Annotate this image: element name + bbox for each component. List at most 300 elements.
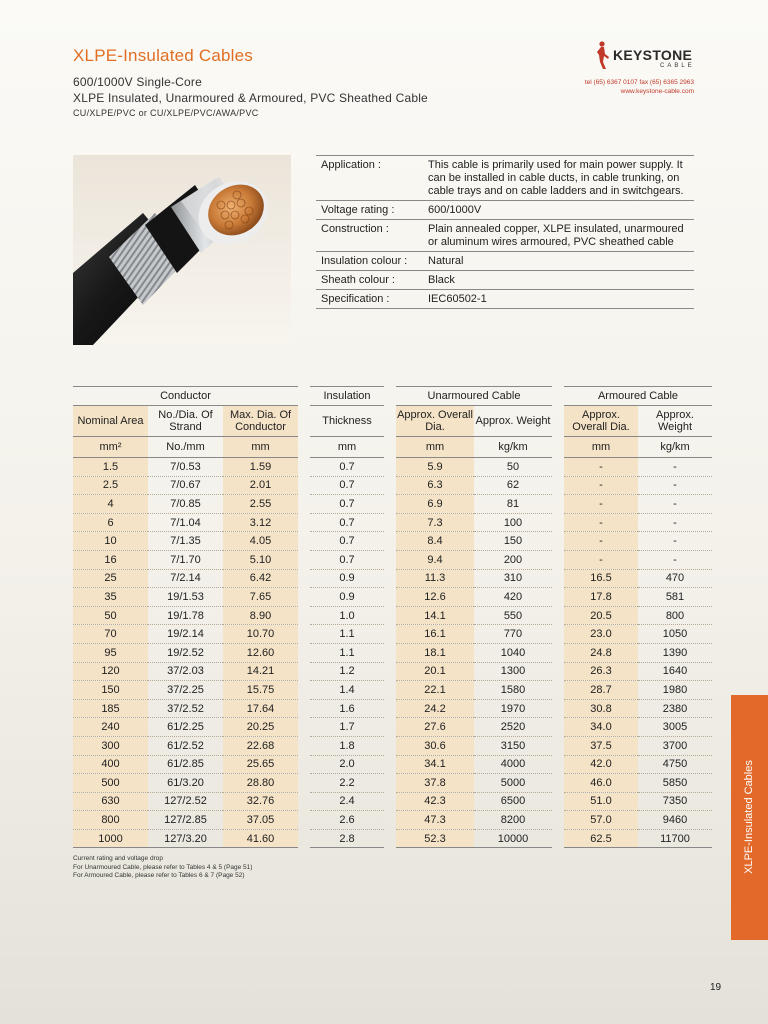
column-gap — [552, 437, 564, 458]
header-unarmoured-weight: Approx. Weight — [474, 406, 552, 437]
table-row — [73, 550, 712, 569]
cell-armoured-dia: 57.0 — [564, 811, 638, 830]
cell-max-dia: 12.60 — [223, 643, 298, 662]
spec-label: Specification : — [321, 293, 390, 305]
spec-label: Application : — [321, 159, 381, 171]
cell-max-dia: 8.90 — [223, 606, 298, 625]
cell-unarmoured-weight: 1040 — [474, 643, 552, 662]
page-title: XLPE-Insulated Cables — [73, 46, 253, 65]
column-gap — [552, 569, 564, 588]
column-gap — [552, 681, 564, 700]
cell-armoured-weight: 1640 — [638, 662, 712, 681]
cell-armoured-weight: 11700 — [638, 829, 712, 848]
spec-value: This cable is primarily used for main power supply. It can be installed in cable ducts, in cable trunking, on cable trays and on cable ladders and in switchgears. — [428, 159, 684, 197]
cell-strand: 127/3.20 — [148, 829, 223, 848]
table-row — [73, 736, 712, 755]
subtitle-description: XLPE Insulated, Unarmoured & Armoured, PVC Sheathed Cable — [73, 91, 428, 105]
column-gap — [298, 829, 310, 848]
column-gap — [552, 406, 564, 437]
table-units-row — [73, 437, 712, 458]
column-gap — [384, 437, 396, 458]
cell-thickness: 0.9 — [310, 588, 384, 607]
column-gap — [384, 569, 396, 588]
cell-armoured-dia: 16.5 — [564, 569, 638, 588]
cell-armoured-weight: 800 — [638, 606, 712, 625]
unit-armoured-weight: kg/km — [638, 437, 712, 458]
cell-nominal-area: 50 — [73, 606, 148, 625]
cell-armoured-dia: 26.3 — [564, 662, 638, 681]
cell-thickness: 2.0 — [310, 755, 384, 774]
column-gap — [552, 588, 564, 607]
column-gap — [298, 476, 310, 495]
column-gap — [384, 774, 396, 793]
contact-phone-fax: tel (65) 6367 0107 fax (65) 6365 2963 — [584, 79, 694, 86]
column-gap — [552, 699, 564, 718]
cell-armoured-weight: 2380 — [638, 699, 712, 718]
cell-armoured-weight: - — [638, 495, 712, 514]
cell-armoured-dia: 37.5 — [564, 736, 638, 755]
column-gap — [298, 681, 310, 700]
cell-armoured-dia: 28.7 — [564, 681, 638, 700]
table-row — [73, 588, 712, 607]
cell-strand: 7/0.67 — [148, 476, 223, 495]
column-gap — [384, 662, 396, 681]
spec-value: Black — [428, 274, 455, 286]
cell-unarmoured-dia: 34.1 — [396, 755, 474, 774]
cell-unarmoured-dia: 24.2 — [396, 699, 474, 718]
cell-thickness: 1.2 — [310, 662, 384, 681]
cell-max-dia: 28.80 — [223, 774, 298, 793]
cell-strand: 7/2.14 — [148, 569, 223, 588]
cell-unarmoured-weight: 770 — [474, 625, 552, 644]
cell-armoured-weight: - — [638, 532, 712, 551]
column-gap — [552, 476, 564, 495]
cell-nominal-area: 4 — [73, 495, 148, 514]
unit-unarmoured-weight: kg/km — [474, 437, 552, 458]
subtitle-voltage: 600/1000V Single-Core — [73, 75, 202, 89]
column-gap — [552, 495, 564, 514]
table-row — [73, 829, 712, 848]
cell-armoured-weight: 5850 — [638, 774, 712, 793]
column-gap — [298, 625, 310, 644]
cell-armoured-dia: 20.5 — [564, 606, 638, 625]
cell-nominal-area: 16 — [73, 550, 148, 569]
header-max-dia: Max. Dia. Of Conductor — [223, 406, 298, 437]
column-gap — [298, 495, 310, 514]
cell-armoured-dia: 62.5 — [564, 829, 638, 848]
cell-armoured-weight: 1050 — [638, 625, 712, 644]
column-gap — [298, 699, 310, 718]
cell-unarmoured-dia: 11.3 — [396, 569, 474, 588]
cell-unarmoured-weight: 6500 — [474, 792, 552, 811]
cell-max-dia: 15.75 — [223, 681, 298, 700]
table-row — [73, 495, 712, 514]
brand-name: KEYSTONE — [613, 47, 693, 63]
column-gap — [298, 513, 310, 532]
cell-unarmoured-dia: 7.3 — [396, 513, 474, 532]
column-gap — [384, 476, 396, 495]
spec-label: Construction : — [321, 223, 389, 235]
column-gap — [384, 699, 396, 718]
cell-max-dia: 22.68 — [223, 736, 298, 755]
column-gap — [552, 387, 564, 406]
cell-thickness: 0.7 — [310, 550, 384, 569]
cell-armoured-dia: - — [564, 550, 638, 569]
column-gap — [552, 736, 564, 755]
cell-unarmoured-weight: 8200 — [474, 811, 552, 830]
column-gap — [298, 606, 310, 625]
cell-nominal-area: 300 — [73, 736, 148, 755]
cell-thickness: 2.8 — [310, 829, 384, 848]
header-armoured-dia: Approx. Overall Dia. — [564, 406, 638, 437]
table-row — [73, 625, 712, 644]
table-row — [73, 476, 712, 495]
cell-unarmoured-weight: 200 — [474, 550, 552, 569]
column-gap — [298, 811, 310, 830]
table-row — [73, 606, 712, 625]
cell-max-dia: 5.10 — [223, 550, 298, 569]
column-gap — [384, 792, 396, 811]
cell-max-dia: 3.12 — [223, 513, 298, 532]
cell-armoured-weight: - — [638, 458, 712, 477]
cell-armoured-weight: 9460 — [638, 811, 712, 830]
column-gap — [384, 736, 396, 755]
cell-thickness: 1.7 — [310, 718, 384, 737]
cell-unarmoured-dia: 14.1 — [396, 606, 474, 625]
header-unarmoured-dia: Approx. Overall Dia. — [396, 406, 474, 437]
cell-strand: 7/0.85 — [148, 495, 223, 514]
table-group-header-row — [73, 387, 712, 406]
column-gap — [298, 550, 310, 569]
cell-unarmoured-dia: 20.1 — [396, 662, 474, 681]
cell-armoured-dia: 23.0 — [564, 625, 638, 644]
column-gap — [384, 406, 396, 437]
header-strand: No./Dia. Of Strand — [148, 406, 223, 437]
unit-armoured-dia: mm — [564, 437, 638, 458]
cell-strand: 19/1.78 — [148, 606, 223, 625]
cell-nominal-area: 1.5 — [73, 458, 148, 477]
column-gap — [298, 458, 310, 477]
cell-max-dia: 37.05 — [223, 811, 298, 830]
cell-nominal-area: 25 — [73, 569, 148, 588]
cable-dimensions-table — [73, 386, 712, 848]
cable-photo — [73, 155, 291, 345]
column-gap — [552, 792, 564, 811]
column-gap — [552, 774, 564, 793]
cell-max-dia: 2.01 — [223, 476, 298, 495]
table-row — [73, 699, 712, 718]
contact-info — [585, 78, 694, 96]
column-gap — [552, 625, 564, 644]
column-gap — [552, 606, 564, 625]
spec-row-construction — [316, 220, 694, 252]
cell-max-dia: 17.64 — [223, 699, 298, 718]
cell-armoured-weight: 4750 — [638, 755, 712, 774]
cell-thickness: 0.7 — [310, 495, 384, 514]
column-gap — [384, 643, 396, 662]
cell-nominal-area: 10 — [73, 532, 148, 551]
cell-nominal-area: 400 — [73, 755, 148, 774]
spec-label: Voltage rating : — [321, 204, 395, 216]
cell-strand: 37/2.25 — [148, 681, 223, 700]
cell-max-dia: 10.70 — [223, 625, 298, 644]
column-gap — [552, 550, 564, 569]
column-gap — [298, 755, 310, 774]
cell-armoured-weight: 581 — [638, 588, 712, 607]
column-gap — [298, 662, 310, 681]
cable-cross-section-image — [73, 155, 291, 345]
group-insulation: Insulation — [310, 387, 384, 406]
cell-armoured-dia: 46.0 — [564, 774, 638, 793]
cell-strand: 61/2.25 — [148, 718, 223, 737]
cell-nominal-area: 150 — [73, 681, 148, 700]
column-gap — [552, 755, 564, 774]
group-armoured: Armoured Cable — [564, 387, 712, 406]
page-number: 19 — [710, 982, 722, 993]
cell-unarmoured-dia: 27.6 — [396, 718, 474, 737]
column-gap — [384, 755, 396, 774]
keystone-figure-icon — [596, 40, 612, 70]
unit-max-dia: mm — [223, 437, 298, 458]
cell-strand: 19/2.14 — [148, 625, 223, 644]
section-side-tab — [731, 695, 768, 940]
table-row — [73, 458, 712, 477]
cell-armoured-dia: - — [564, 458, 638, 477]
header-nominal-area: Nominal Area — [73, 406, 148, 437]
cell-unarmoured-weight: 310 — [474, 569, 552, 588]
cell-unarmoured-weight: 10000 — [474, 829, 552, 848]
specification-table — [316, 155, 694, 309]
cell-armoured-dia: 17.8 — [564, 588, 638, 607]
unit-thickness: mm — [310, 437, 384, 458]
cell-nominal-area: 6 — [73, 513, 148, 532]
column-gap — [552, 829, 564, 848]
column-gap — [298, 387, 310, 406]
column-gap — [384, 532, 396, 551]
cell-nominal-area: 800 — [73, 811, 148, 830]
column-gap — [298, 774, 310, 793]
table-row — [73, 811, 712, 830]
cell-unarmoured-weight: 5000 — [474, 774, 552, 793]
cell-armoured-dia: - — [564, 495, 638, 514]
column-gap — [298, 532, 310, 551]
footnote-line: Current rating and voltage drop — [73, 855, 163, 862]
spec-row-application — [316, 156, 694, 201]
cell-strand: 127/2.52 — [148, 792, 223, 811]
column-gap — [298, 718, 310, 737]
column-gap — [384, 458, 396, 477]
cell-unarmoured-weight: 50 — [474, 458, 552, 477]
cell-nominal-area: 95 — [73, 643, 148, 662]
column-gap — [384, 625, 396, 644]
footnote-line: For Unarmoured Cable, please refer to Tables 4 & 5 (Page 51) — [73, 863, 253, 871]
cell-armoured-weight: 470 — [638, 569, 712, 588]
cell-max-dia: 41.60 — [223, 829, 298, 848]
column-gap — [298, 437, 310, 458]
column-gap — [384, 387, 396, 406]
cell-armoured-dia: 34.0 — [564, 718, 638, 737]
cell-nominal-area: 500 — [73, 774, 148, 793]
cell-nominal-area: 35 — [73, 588, 148, 607]
unit-unarmoured-dia: mm — [396, 437, 474, 458]
header-thickness: Thickness — [310, 406, 384, 437]
cell-thickness: 2.6 — [310, 811, 384, 830]
column-gap — [298, 588, 310, 607]
cell-unarmoured-dia: 16.1 — [396, 625, 474, 644]
cell-strand: 7/1.04 — [148, 513, 223, 532]
contact-website: www.keystone-cable.com — [620, 88, 694, 95]
cell-max-dia: 25.65 — [223, 755, 298, 774]
cell-strand: 37/2.52 — [148, 699, 223, 718]
cell-unarmoured-weight: 1300 — [474, 662, 552, 681]
cell-thickness: 0.7 — [310, 532, 384, 551]
cell-armoured-dia: - — [564, 532, 638, 551]
unit-nominal-area: mm² — [73, 437, 148, 458]
cell-max-dia: 1.59 — [223, 458, 298, 477]
cell-thickness: 2.2 — [310, 774, 384, 793]
cell-strand: 19/1.53 — [148, 588, 223, 607]
cell-max-dia: 14.21 — [223, 662, 298, 681]
column-gap — [298, 569, 310, 588]
cell-strand: 127/2.85 — [148, 811, 223, 830]
cell-armoured-weight: - — [638, 513, 712, 532]
cell-thickness: 1.6 — [310, 699, 384, 718]
column-gap — [384, 606, 396, 625]
column-gap — [552, 811, 564, 830]
cell-unarmoured-dia: 8.4 — [396, 532, 474, 551]
header-armoured-weight: Approx. Weight — [638, 406, 712, 437]
cell-max-dia: 32.76 — [223, 792, 298, 811]
table-row — [73, 718, 712, 737]
spec-label: Insulation colour : — [321, 255, 408, 267]
column-gap — [552, 662, 564, 681]
cell-unarmoured-dia: 37.8 — [396, 774, 474, 793]
cell-unarmoured-dia: 30.6 — [396, 736, 474, 755]
cell-armoured-weight: 3005 — [638, 718, 712, 737]
spec-value: 600/1000V — [428, 204, 482, 216]
cell-strand: 19/2.52 — [148, 643, 223, 662]
cell-unarmoured-dia: 18.1 — [396, 643, 474, 662]
table-row — [73, 774, 712, 793]
group-unarmoured: Unarmoured Cable — [396, 387, 552, 406]
column-gap — [298, 406, 310, 437]
column-gap — [384, 513, 396, 532]
cell-nominal-area: 630 — [73, 792, 148, 811]
cell-strand: 61/2.52 — [148, 736, 223, 755]
table-row — [73, 792, 712, 811]
table-row — [73, 681, 712, 700]
column-gap — [552, 643, 564, 662]
cell-nominal-area: 120 — [73, 662, 148, 681]
column-gap — [384, 681, 396, 700]
cell-thickness: 0.7 — [310, 458, 384, 477]
cell-strand: 61/3.20 — [148, 774, 223, 793]
column-gap — [552, 718, 564, 737]
cell-nominal-area: 1000 — [73, 829, 148, 848]
cell-unarmoured-weight: 150 — [474, 532, 552, 551]
cell-armoured-dia: 51.0 — [564, 792, 638, 811]
cell-nominal-area: 185 — [73, 699, 148, 718]
cell-unarmoured-weight: 81 — [474, 495, 552, 514]
cell-armoured-dia: 24.8 — [564, 643, 638, 662]
cell-unarmoured-weight: 2520 — [474, 718, 552, 737]
cell-strand: 7/1.70 — [148, 550, 223, 569]
spec-value: Natural — [428, 255, 464, 267]
cell-armoured-dia: 30.8 — [564, 699, 638, 718]
cell-unarmoured-weight: 4000 — [474, 755, 552, 774]
column-gap — [384, 588, 396, 607]
cell-nominal-area: 70 — [73, 625, 148, 644]
cell-unarmoured-dia: 42.3 — [396, 792, 474, 811]
table-row — [73, 513, 712, 532]
cell-nominal-area: 240 — [73, 718, 148, 737]
cell-unarmoured-dia: 47.3 — [396, 811, 474, 830]
column-gap — [552, 532, 564, 551]
column-gap — [552, 458, 564, 477]
cell-armoured-dia: 42.0 — [564, 755, 638, 774]
cell-strand: 61/2.85 — [148, 755, 223, 774]
cell-strand: 7/0.53 — [148, 458, 223, 477]
cell-max-dia: 6.42 — [223, 569, 298, 588]
table-column-header-row — [73, 406, 712, 437]
cell-max-dia: 20.25 — [223, 718, 298, 737]
cell-armoured-dia: - — [564, 476, 638, 495]
spec-row-specification — [316, 290, 694, 309]
cell-armoured-weight: 1390 — [638, 643, 712, 662]
column-gap — [384, 550, 396, 569]
keystone-logo — [596, 38, 696, 72]
column-gap — [298, 736, 310, 755]
cell-thickness: 1.8 — [310, 736, 384, 755]
footnotes — [73, 855, 252, 881]
spec-value: Plain annealed copper, XLPE insulated, unarmoured or aluminum wires armoured, PVC sheathed cable — [428, 223, 684, 248]
cell-max-dia: 4.05 — [223, 532, 298, 551]
cell-unarmoured-weight: 420 — [474, 588, 552, 607]
cell-armoured-weight: - — [638, 476, 712, 495]
cell-max-dia: 2.55 — [223, 495, 298, 514]
column-gap — [384, 495, 396, 514]
column-gap — [298, 792, 310, 811]
table-row — [73, 662, 712, 681]
cell-unarmoured-dia: 22.1 — [396, 681, 474, 700]
column-gap — [384, 811, 396, 830]
cell-unarmoured-dia: 6.9 — [396, 495, 474, 514]
column-gap — [298, 643, 310, 662]
cell-thickness: 1.0 — [310, 606, 384, 625]
cell-thickness: 1.1 — [310, 625, 384, 644]
table-row — [73, 755, 712, 774]
column-gap — [552, 513, 564, 532]
spec-value: IEC60502-1 — [428, 293, 487, 305]
footnote-line: For Armoured Cable, please refer to Tables 6 & 7 (Page 52) — [73, 872, 245, 879]
brand-sub: CABLE — [660, 63, 695, 69]
spec-row-voltage-rating — [316, 201, 694, 220]
cell-unarmoured-weight: 62 — [474, 476, 552, 495]
cell-strand: 7/1.35 — [148, 532, 223, 551]
cell-unarmoured-weight: 100 — [474, 513, 552, 532]
cell-unarmoured-weight: 1580 — [474, 681, 552, 700]
table-row — [73, 643, 712, 662]
cell-thickness: 1.1 — [310, 643, 384, 662]
subtitle-designation: CU/XLPE/PVC or CU/XLPE/PVC/AWA/PVC — [73, 108, 259, 118]
table-row — [73, 532, 712, 551]
cell-thickness: 1.4 — [310, 681, 384, 700]
cell-unarmoured-dia: 9.4 — [396, 550, 474, 569]
cell-unarmoured-dia: 52.3 — [396, 829, 474, 848]
table-row — [73, 569, 712, 588]
cell-unarmoured-dia: 5.9 — [396, 458, 474, 477]
side-tab-label: XLPE-Insulated Cables — [743, 760, 755, 874]
